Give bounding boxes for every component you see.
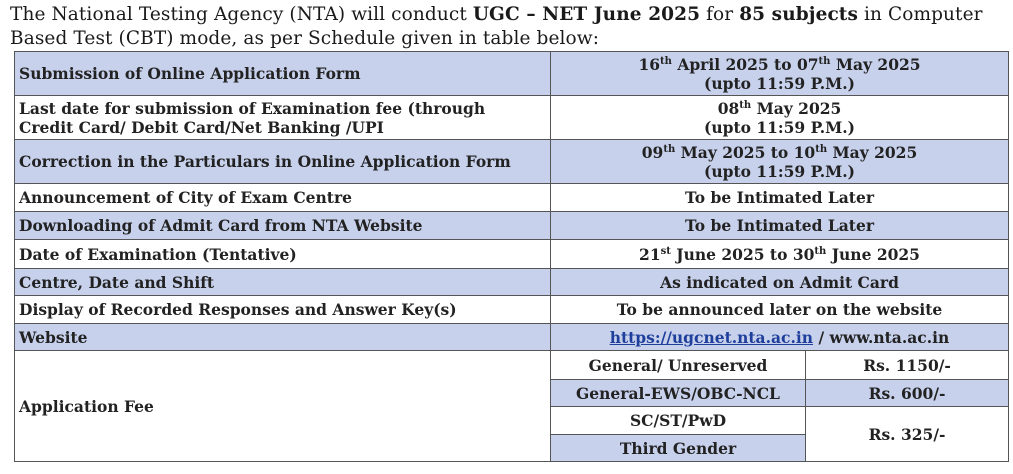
schedule-row-centre xyxy=(15,269,1009,296)
intro-paragraph xyxy=(10,3,1005,51)
row-label: Display of Recorded Responses and Answer Key(s) xyxy=(15,296,551,324)
row-label: Last date for submission of Examination fee (through Credit Card/ Debit Card/Net Banking /UPI xyxy=(15,96,551,140)
row-value: 16th April 2025 to 07th May 2025 (upto 11:59 P.M.) xyxy=(551,52,1009,96)
fee-category: General/ Unreserved xyxy=(551,351,806,380)
schedule-row-application xyxy=(15,52,1009,96)
schedule-row-correction xyxy=(15,140,1009,184)
row-label: Submission of Online Application Form xyxy=(15,52,551,96)
schedule-row-website xyxy=(15,324,1009,351)
intro-exam-name: UGC – NET June 2025 xyxy=(472,4,701,25)
schedule-row-answer-key xyxy=(15,296,1009,324)
fee-amount: Rs. 1150/- xyxy=(806,351,1009,380)
schedule-row-city xyxy=(15,184,1009,212)
row-value: To be announced later on the website xyxy=(551,296,1009,324)
intro-text-3: in Computer Based Test (CBT) mode, as per Schedule given in table below: xyxy=(10,4,983,49)
row-label: Announcement of City of Exam Centre xyxy=(15,184,551,212)
row-value: 21st June 2025 to 30th June 2025 xyxy=(551,240,1009,269)
row-label: Correction in the Particulars in Online Application Form xyxy=(15,140,551,184)
row-value: To be Intimated Later xyxy=(551,212,1009,240)
row-label: Downloading of Admit Card from NTA Website xyxy=(15,212,551,240)
row-value: 08th May 2025 (upto 11:59 P.M.) xyxy=(551,96,1009,140)
row-value: As indicated on Admit Card xyxy=(551,269,1009,296)
schedule-row-fee-deadline xyxy=(15,96,1009,140)
ugcnet-website-link[interactable]: https://ugcnet.nta.ac.in xyxy=(609,327,814,347)
intro-subject-count: 85 subjects xyxy=(739,4,858,25)
schedule-row-exam-date xyxy=(15,240,1009,269)
intro-text-2: for xyxy=(700,4,740,25)
row-label: Date of Examination (Tentative) xyxy=(15,240,551,269)
row-value: To be Intimated Later xyxy=(551,184,1009,212)
application-fee-label: Application Fee xyxy=(15,351,551,462)
schedule-table xyxy=(14,51,1009,462)
row-value: https://ugcnet.nta.ac.in / www.nta.ac.in xyxy=(551,324,1009,351)
row-label: Centre, Date and Shift xyxy=(15,269,551,296)
intro-text-1: The National Testing Agency (NTA) will conduct xyxy=(10,4,473,25)
row-value: 09th May 2025 to 10th May 2025 (upto 11:59 P.M.) xyxy=(551,140,1009,184)
fee-row-general xyxy=(15,351,1009,380)
fee-amount: Rs. 600/- xyxy=(806,380,1009,407)
fee-amount: Rs. 325/- xyxy=(806,407,1009,462)
nta-website-link[interactable]: www.nta.ac.in xyxy=(829,327,950,347)
fee-category: General-EWS/OBC-NCL xyxy=(551,380,806,407)
schedule-row-admit-card xyxy=(15,212,1009,240)
row-label: Website xyxy=(15,324,551,351)
fee-category: Third Gender xyxy=(551,435,806,462)
fee-category: SC/ST/PwD xyxy=(551,407,806,435)
